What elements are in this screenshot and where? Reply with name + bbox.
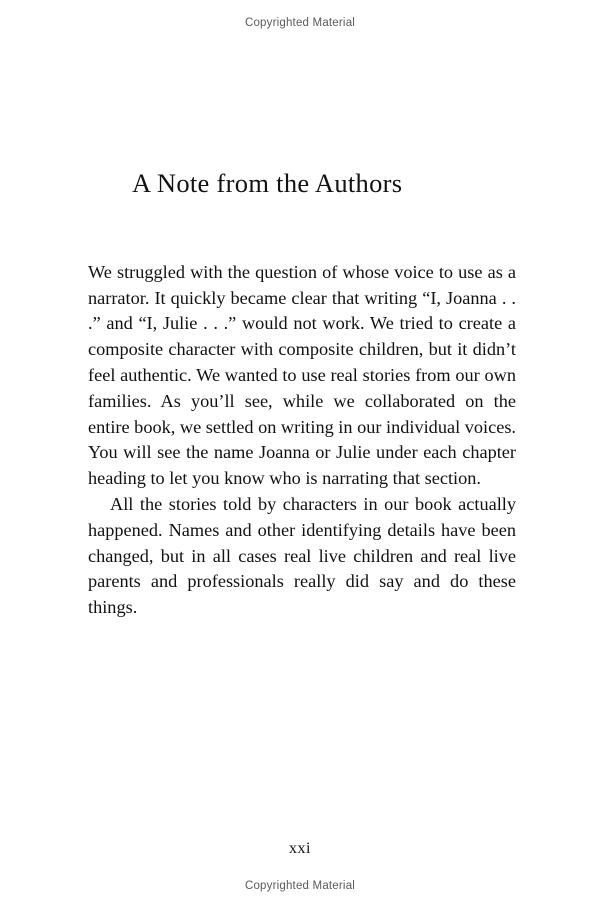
page-title: A Note from the Authors: [132, 168, 403, 198]
copyright-watermark-bottom: Copyrighted Material: [244, 880, 356, 892]
paragraph-1: We struggled with the question of whose voice to use as a narrator. It quickly became clear that writing “I, Joanna . . .” and “I, Julie . . .” would not work. We tried to create a composite character with composite children, but it didn’t feel authentic. We wanted to use real stories from our own families. As you’ll see, while we collaborated on the entire book, we settled on writing in our individual voices. You will see the name Joanna or Julie under each chapter heading to let you know who is narrating that section.: [88, 261, 517, 489]
page-content: [88, 0, 516, 621]
page-number: xxi: [289, 840, 311, 857]
paragraph-2: All the stories told by characters in our book actually happened. Names and other identifying details have been changed, but in all cases real live children and real live parents and professionals really did say and do these things.: [88, 493, 516, 618]
body-text: [88, 200, 516, 621]
copyright-watermark-top: Copyrighted Material: [244, 17, 356, 29]
